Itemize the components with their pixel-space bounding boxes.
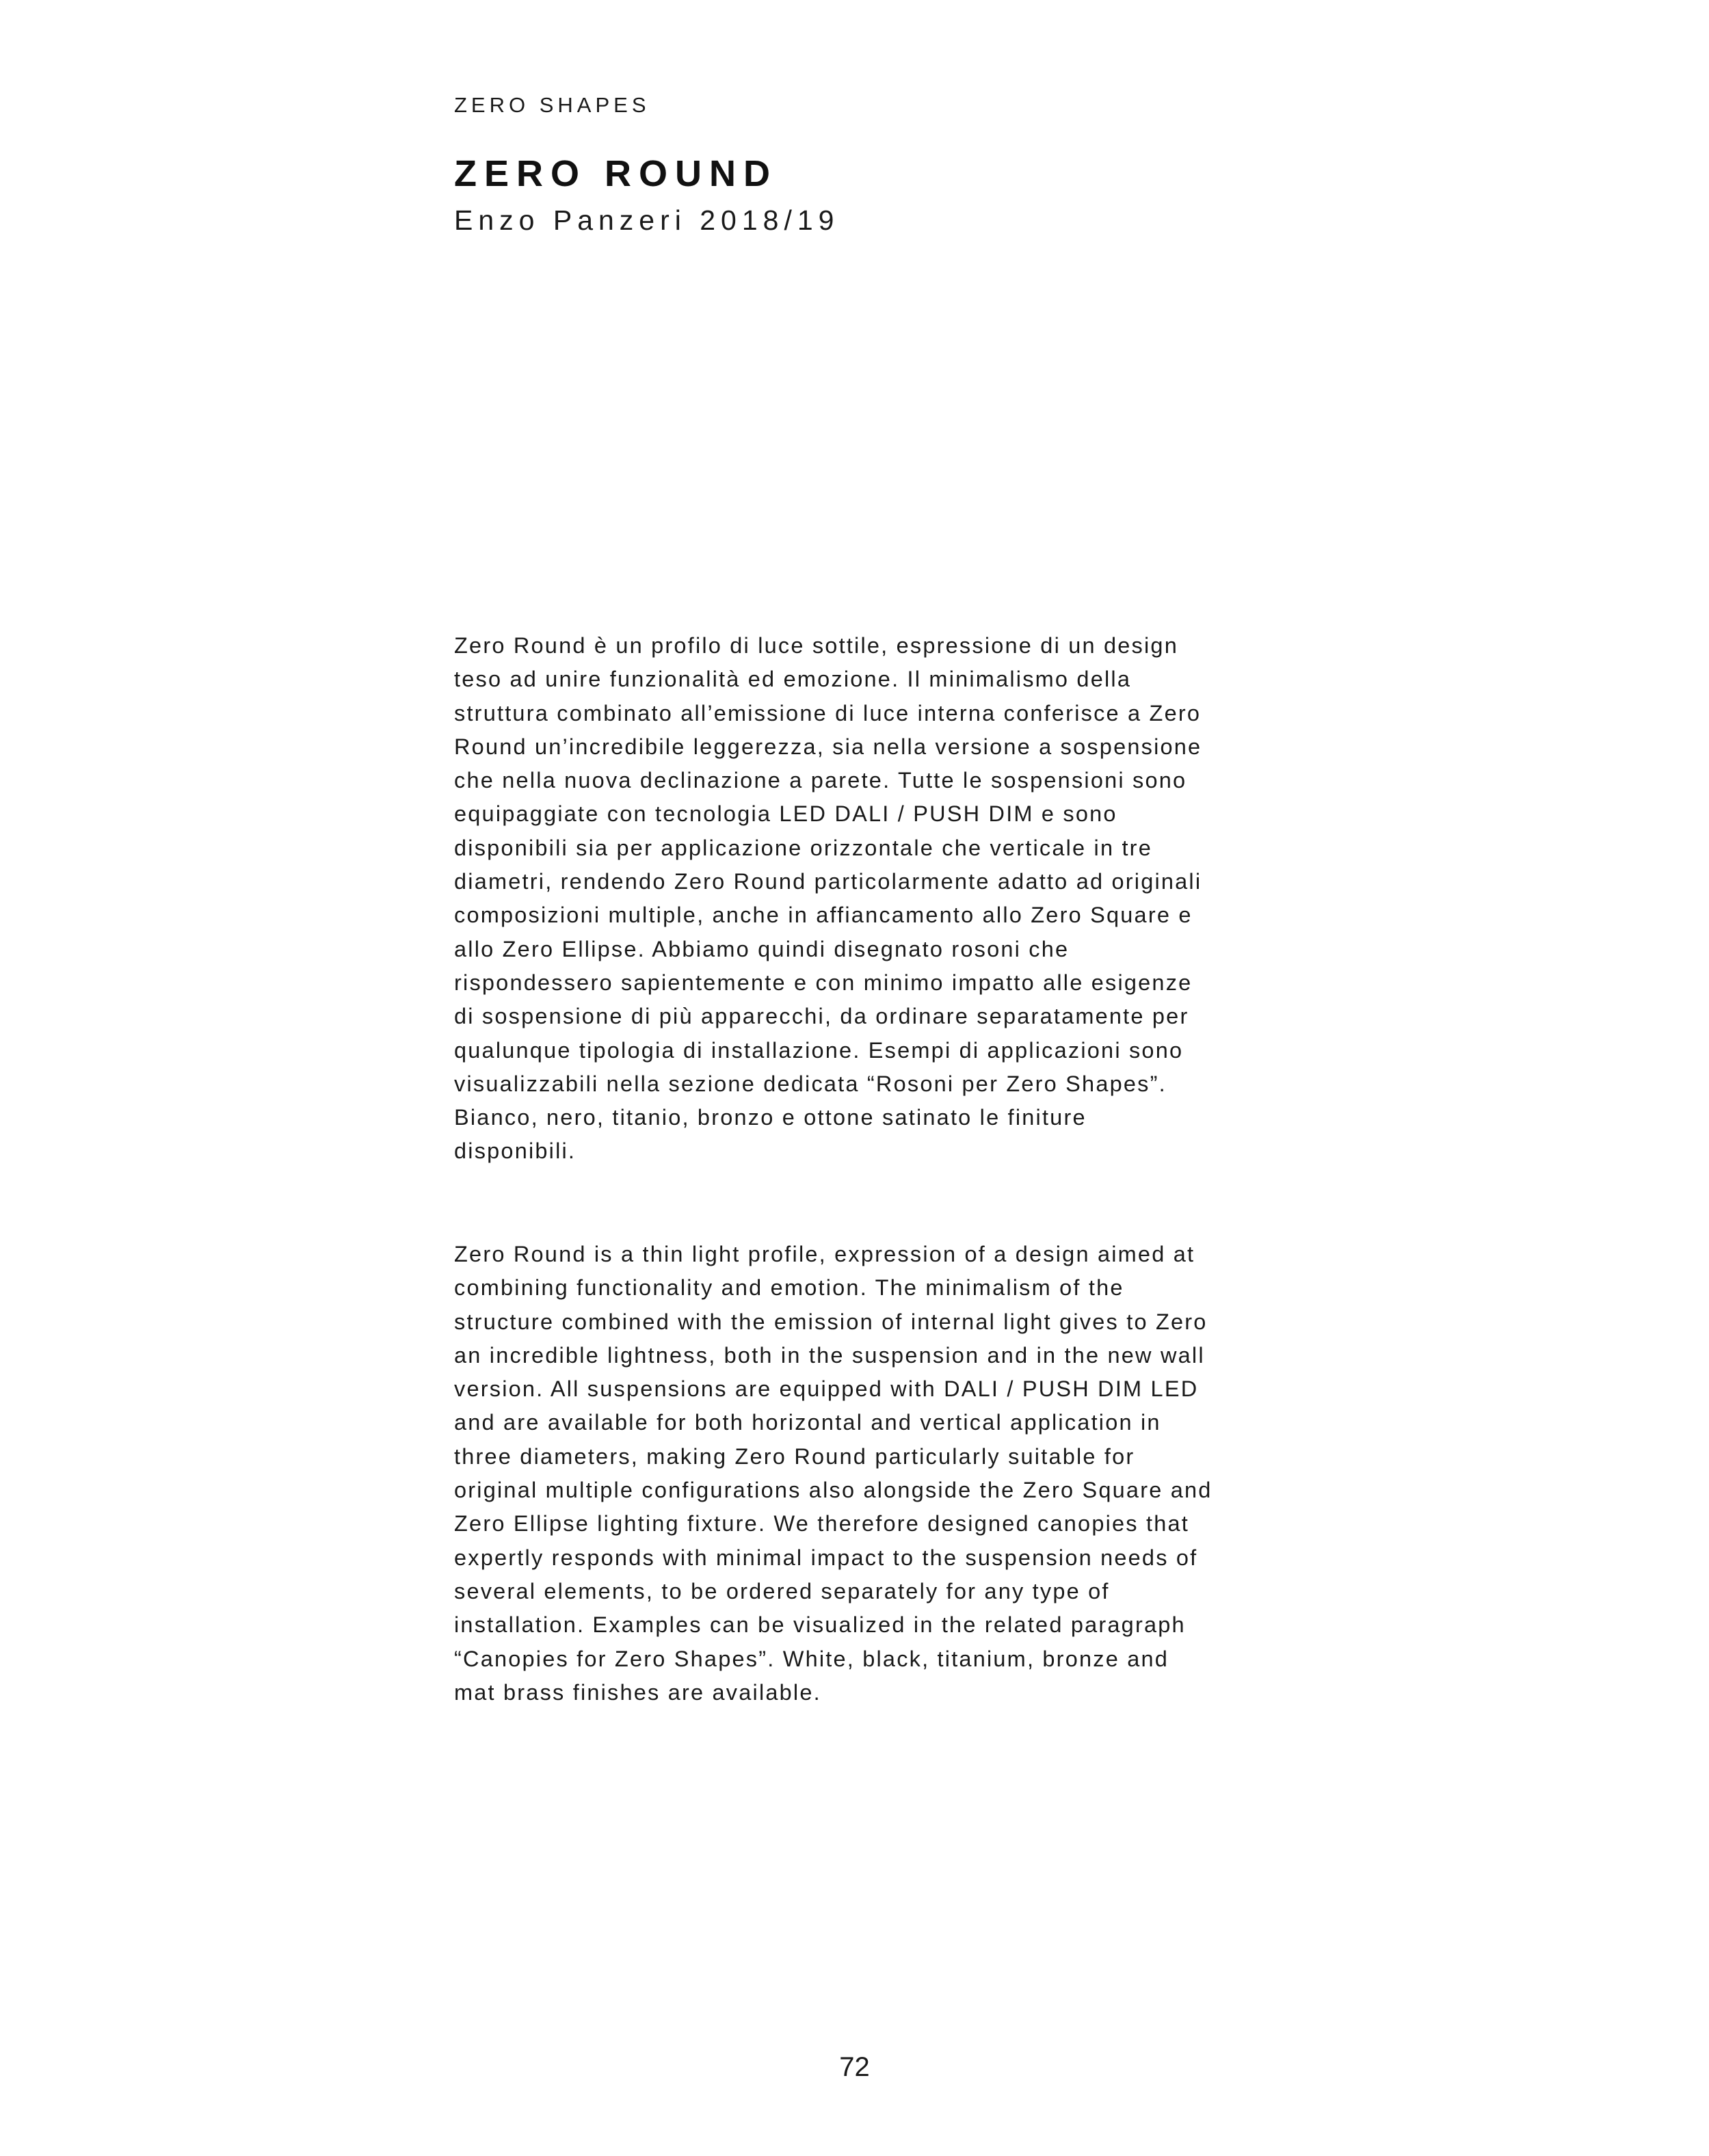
product-title: ZERO ROUND	[454, 153, 778, 194]
page-number: 72	[839, 2052, 870, 2082]
section-label: ZERO SHAPES	[454, 93, 650, 117]
product-subtitle: Enzo Panzeri 2018/19	[454, 204, 840, 236]
description-english: Zero Round is a thin light profile, expression of a design aimed at combining functionality and emotion. The minimalism of the structure combined with the emission of internal light gives to Zero an incredible lightness, both in the suspension and in the new wall version. All suspensions are equipped with DALI / PUSH DIM LED and are available for both horizontal and vertical application in three diameters, making Zero Round particularly suitable for original multiple configurations also alongside the Zero Square and Zero Ellipse lighting fixture. We therefore designed canopies that expertly responds with minimal impact to the suspension needs of several elements, to be ordered separately for any type of installation. Examples can be visualized in the related paragraph “Canopies for Zero Shapes”. White, black, titanium, bronze and mat brass finishes are available.	[454, 1242, 1213, 1705]
description-italian: Zero Round è un profilo di luce sottile, espressione di un design teso ad unire funzionalità ed emozione. Il minimalismo della struttura combinato all’emissione di luce interna conferisce a Zero Round un’incredibile leggerezza, sia nella versione a sospensione che nella nuova declinazione a parete. Tutte le sospensioni sono equipaggiate con tecnologia LED DALI / PUSH DIM e sono disponibili sia per applicazione orizzontale che verticale in tre diametri, rendendo Zero Round particolarmente adatto ad originali composizioni multiple, anche in affiancamento allo Zero Square e allo Zero Ellipse. Abbiamo quindi disegnato rosoni che rispondessero sapientemente e con minimo impatto alle esigenze di sospensione di più apparecchi, da ordinare separatamente per qualunque tipologia di installazione. Esempi di applicazioni sono visualizzabili nella sezione dedicata “Rosoni per Zero Shapes”. Bianco, nero, titanio, bronzo e ottone satinato le finiture disponibili.	[454, 633, 1202, 1164]
